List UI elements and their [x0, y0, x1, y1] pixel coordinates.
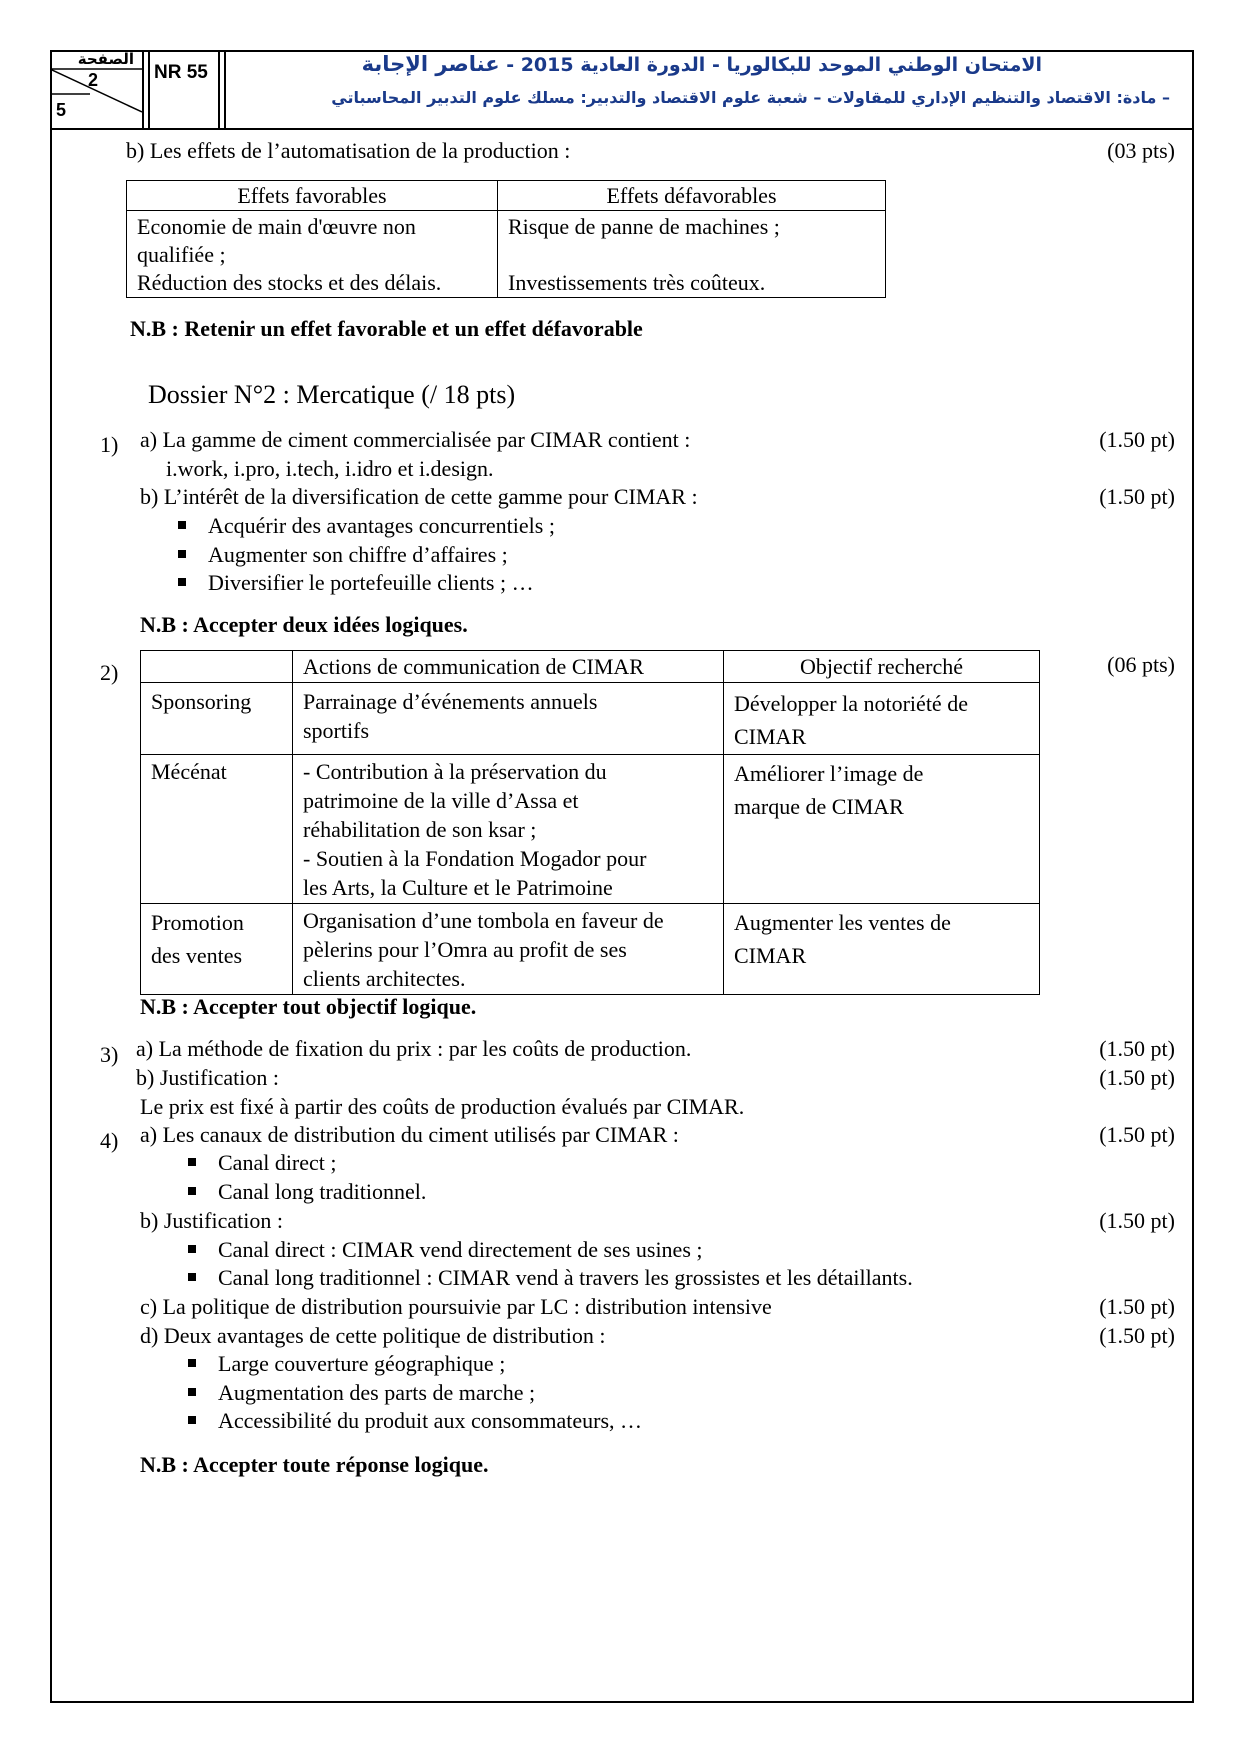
q4a-text: a) Les canaux de distribution du ciment utilisés par CIMAR :: [140, 1122, 679, 1147]
comm-header-objective: Objectif recherché: [724, 651, 1040, 683]
fav-effect-1b: qualifiée ;: [137, 242, 226, 267]
comm-row2-objective: Améliorer l’image de marque de CIMAR: [724, 755, 1040, 904]
q4b-bullet-1: Canal direct : CIMAR vend directement de ses usines ;: [188, 1235, 703, 1264]
q1b-points: (1.50 pt): [1099, 484, 1175, 509]
comm-row3-type: Promotion des ventes: [141, 904, 293, 995]
q4d-text: d) Deux avantages de cette politique de distribution :: [140, 1323, 606, 1348]
effects-unfavorable-cell: [498, 211, 886, 298]
page-label: الصفحة: [77, 50, 134, 68]
comm-header-actions: Actions de communication de CIMAR: [293, 651, 724, 683]
effects-favorable-cell: [127, 211, 498, 298]
q2-number: 2): [100, 660, 119, 685]
q1b-bullet-3: Diversifier le portefeuille clients ; …: [178, 568, 534, 597]
q3b-answer: Le prix est fixé à partir des coûts de production évalués par CIMAR.: [140, 1094, 745, 1119]
exam-title-line2: – مادة: الاقتصاد والتنظيم الإداري للمقاولات – شعبة علوم الاقتصاد والتدبير: مسلك علوم التدبير المحاسباتي: [331, 88, 1170, 107]
q4d-bullet-2: Augmentation des parts de marche ;: [188, 1378, 535, 1407]
comm-row2-type: Mécénat: [141, 755, 293, 904]
def-effect-1: Risque de panne de machines ;: [508, 214, 780, 239]
q4a-bullet-2: Canal long traditionnel.: [188, 1177, 426, 1206]
q1a-points: (1.50 pt): [1099, 427, 1175, 452]
q4a-bullet-1: Canal direct ;: [188, 1148, 337, 1177]
comm-row3-action: Organisation d’une tombola en faveur de pèlerins pour l’Omra au profit de ses clients architectes.: [293, 904, 724, 995]
q3b-text: b) Justification :: [136, 1065, 279, 1090]
comm-header-empty: [141, 651, 293, 683]
comm-row1-type: Sponsoring: [141, 683, 293, 755]
q1a-text: a) La gamme de ciment commercialisée par CIMAR contient :: [140, 427, 691, 452]
effects-header-unfavorable: Effets défavorables: [498, 181, 886, 211]
q4c-text: c) La politique de distribution poursuivie par LC : distribution intensive: [140, 1294, 772, 1319]
exam-title-line1-text: الامتحان الوطني الموحد للبكالوريا - الدورة العادية 2015 -: [506, 54, 1042, 76]
q2-nb: N.B : Accepter tout objectif logique.: [140, 994, 477, 1019]
page-total: 5: [56, 100, 67, 120]
exam-code: NR 55: [154, 62, 208, 83]
q1a-answer: i.work, i.pro, i.tech, i.idro et i.design.: [166, 456, 494, 481]
q1-number: 1): [100, 432, 119, 457]
page-number: 2: [88, 70, 99, 90]
q1b-bullet-2: Augmenter son chiffre d’affaires ;: [178, 540, 508, 569]
q2-points: (06 pts): [1107, 652, 1175, 677]
q4c-points: (1.50 pt): [1099, 1294, 1175, 1319]
section-b-nb: N.B : Retenir un effet favorable et un effet défavorable: [130, 316, 643, 341]
q4b-bullet-2: Canal long traditionnel : CIMAR vend à travers les grossistes et les détaillants.: [188, 1263, 913, 1292]
q3a-points: (1.50 pt): [1099, 1036, 1175, 1061]
q4-nb: N.B : Accepter toute réponse logique.: [140, 1452, 489, 1477]
q1b-text: b) L’intérêt de la diversification de cette gamme pour CIMAR :: [140, 484, 698, 509]
q1b-bullet-1: Acquérir des avantages concurrentiels ;: [178, 511, 555, 540]
fav-effect-2: Réduction des stocks et des délais.: [137, 270, 442, 295]
dossier-2-title: Dossier N°2 : Mercatique (/ 18 pts): [148, 380, 516, 409]
q3-number: 3): [100, 1042, 119, 1067]
q1-nb: N.B : Accepter deux idées logiques.: [140, 612, 468, 637]
section-b-title: b) Les effets de l’automatisation de la production :: [126, 138, 571, 163]
effects-table: [126, 180, 886, 298]
comm-row1-action: Parrainage d’événements annuels sportifs: [293, 683, 724, 755]
effects-header-favorable: Effets favorables: [127, 181, 498, 211]
q3a-text: a) La méthode de fixation du prix : par les coûts de production.: [136, 1036, 692, 1061]
q4a-points: (1.50 pt): [1099, 1122, 1175, 1147]
q3b-points: (1.50 pt): [1099, 1065, 1175, 1090]
q4b-text: b) Justification :: [140, 1208, 283, 1233]
q4d-bullet-1: Large couverture géographique ;: [188, 1349, 505, 1378]
q4-number: 4): [100, 1128, 119, 1153]
fav-effect-1: Economie de main d'œuvre non: [137, 214, 416, 239]
communication-table: [140, 650, 1040, 995]
comm-row3-objective: Augmenter les ventes de CIMAR: [724, 904, 1040, 995]
exam-title-line1-bold: عناصر الإجابة: [361, 52, 500, 76]
comm-row2-action: - Contribution à la préservation du patrimoine de la ville d’Assa et réhabilitation de son ksar ; - Soutien à la Fondation Mogador pour les Arts, la Culture et le Patrimoine: [293, 755, 724, 904]
section-b-points: (03 pts): [1107, 138, 1175, 163]
q4b-points: (1.50 pt): [1099, 1208, 1175, 1233]
def-effect-2: Investissements très coûteux.: [508, 270, 766, 295]
q4d-bullet-3: Accessibilité du produit aux consommateurs, …: [188, 1406, 642, 1435]
q4d-points: (1.50 pt): [1099, 1323, 1175, 1348]
comm-row1-objective: Développer la notoriété de CIMAR: [724, 683, 1040, 755]
